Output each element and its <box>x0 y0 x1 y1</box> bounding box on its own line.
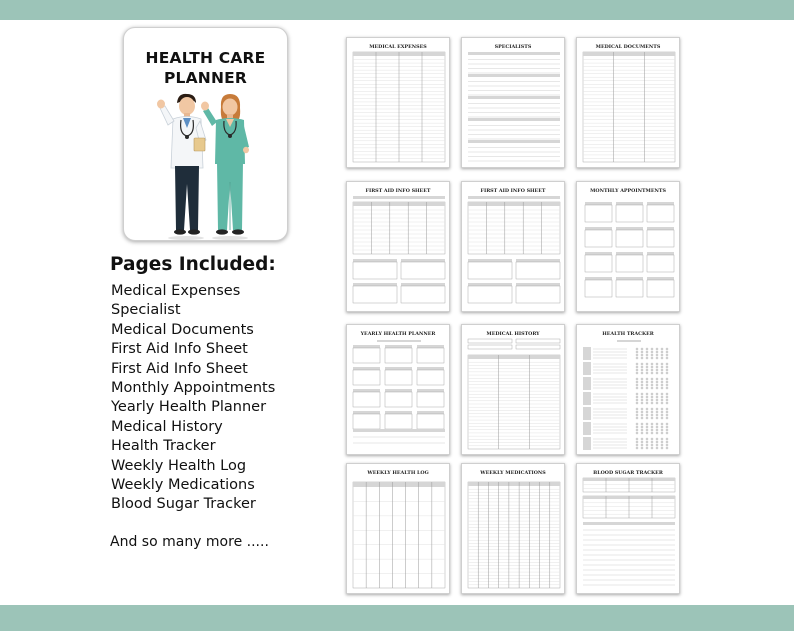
page-preview-layout <box>577 38 681 169</box>
page-preview-thumbnail <box>461 463 565 594</box>
page-preview-layout <box>462 464 566 595</box>
page-list-item: Medical History <box>111 418 223 435</box>
page-list-item: Yearly Health Planner <box>111 399 267 416</box>
page-preview-thumbnail <box>461 324 565 455</box>
page-preview-title: BLOOD SUGAR TRACKER <box>593 470 663 476</box>
page-preview-title: WEEKLY MEDICATIONS <box>480 470 546 476</box>
page-preview-thumbnail <box>346 463 450 594</box>
page-preview-layout <box>462 325 566 456</box>
page-list-item: Health Tracker <box>111 438 216 455</box>
page-preview-layout <box>347 325 451 456</box>
page-list-item: Specialist <box>111 302 181 319</box>
page-list-item: Weekly Health Log <box>111 457 247 474</box>
page-preview-thumbnail <box>346 324 450 455</box>
page-preview-layout <box>347 38 451 169</box>
page-preview-title: MEDICAL HISTORY <box>486 331 540 337</box>
bottom-accent-band <box>0 605 794 631</box>
pages-included-list <box>111 282 275 515</box>
page-list-item: Monthly Appointments <box>111 379 276 396</box>
page-preview-title: FIRST AID INFO SHEET <box>480 188 546 194</box>
female-doctor-figure <box>201 94 249 240</box>
page-preview-thumbnail <box>576 463 680 594</box>
page-list-item: Medical Documents <box>111 321 254 338</box>
cover-title-line1: HEALTH CARE <box>145 49 266 67</box>
page-preview-title: SPECIALISTS <box>494 44 532 50</box>
page-preview-thumbnail <box>346 181 450 312</box>
page-list-item: Blood Sugar Tracker <box>111 496 256 513</box>
page-list-item: First Aid Info Sheet <box>111 341 248 358</box>
top-accent-band <box>0 0 794 20</box>
more-pages-note: And so many more ..... <box>110 534 269 550</box>
page-preview-thumbnail <box>576 181 680 312</box>
planner-cover-card <box>123 27 288 241</box>
cover-title-line2: PLANNER <box>163 69 248 87</box>
page-preview-thumbnail <box>461 37 565 168</box>
page-list-item: Medical Expenses <box>111 283 241 299</box>
page-preview-layout <box>462 38 566 169</box>
page-preview-title: MONTHLY APPOINTMENTS <box>590 188 666 194</box>
page-preview-title: WEEKLY HEALTH LOG <box>367 470 429 476</box>
pages-included-heading: Pages Included: <box>110 254 276 275</box>
page-preview-thumbnail <box>461 181 565 312</box>
page-list-item: Weekly Medications <box>111 476 255 493</box>
page-preview-title: MEDICAL EXPENSES <box>369 44 427 50</box>
page-preview-layout <box>462 182 566 313</box>
page-list-item: First Aid Info Sheet <box>111 360 248 377</box>
page-preview-title: YEARLY HEALTH PLANNER <box>360 331 436 337</box>
page-preview-title: HEALTH TRACKER <box>602 331 654 337</box>
page-preview-layout <box>347 182 451 313</box>
page-preview-layout <box>577 464 681 595</box>
page-preview-title: FIRST AID INFO SHEET <box>365 188 431 194</box>
page-preview-layout <box>577 182 681 313</box>
page-preview-thumbnail <box>346 37 450 168</box>
page-preview-layout <box>577 325 681 456</box>
page-preview-thumbnail <box>576 37 680 168</box>
male-doctor-figure <box>157 94 206 240</box>
page-preview-title: MEDICAL DOCUMENTS <box>595 44 661 50</box>
page-preview-layout <box>347 464 451 595</box>
page-preview-thumbnail <box>576 324 680 455</box>
doctors-illustration <box>150 92 262 240</box>
